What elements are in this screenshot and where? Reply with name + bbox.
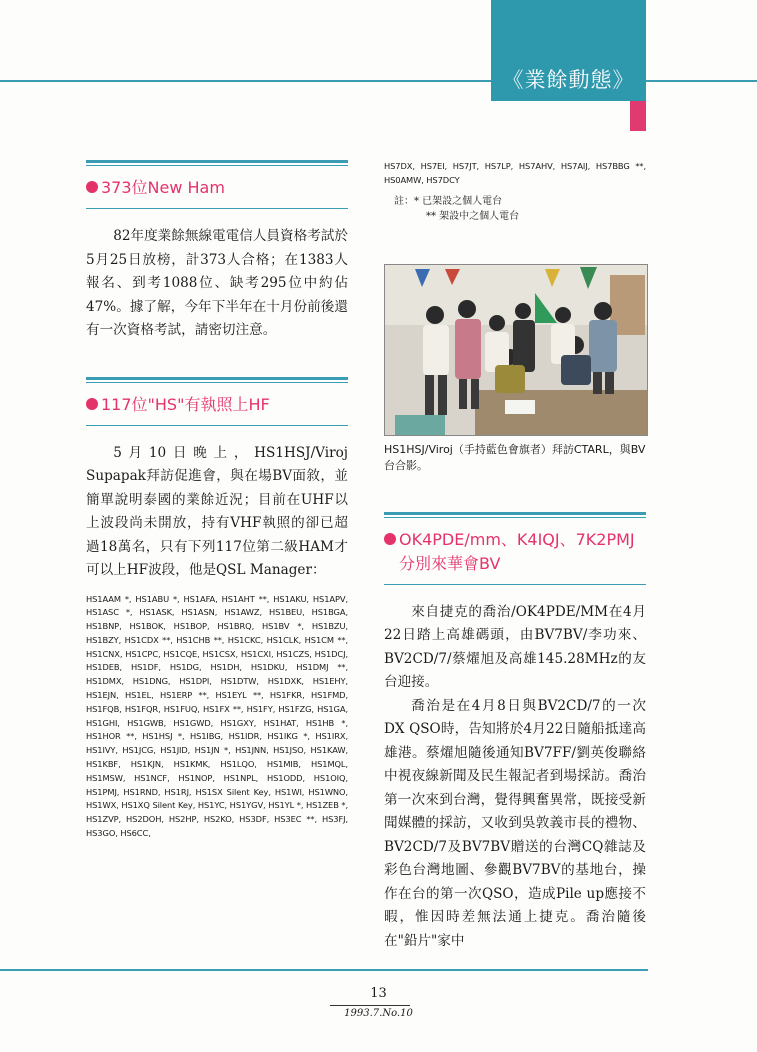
note-line-1: 註：* 已架設之個人電台 xyxy=(394,195,503,207)
bullet-dot-icon xyxy=(86,398,98,410)
article2-top-rule xyxy=(86,377,348,383)
bullet-dot-icon xyxy=(86,181,98,193)
article1-title-text: 373位New Ham xyxy=(101,178,225,197)
callsign-note xyxy=(384,194,646,224)
article3-title-text: OK4PDE/mm、K4IQJ、7K2PMJ 分別來華會BV xyxy=(399,529,635,573)
page-number: 13 xyxy=(370,986,387,1001)
right-column xyxy=(384,160,646,953)
photo-caption: HS1HSJ/Viroj（手持藍色會旗者）拜訪CTARL，與BV台合影。 xyxy=(384,442,646,472)
callsign-list-continued: HS7DX, HS7EI, HS7JT, HS7LP, HS7AHV, HS7AIJ, HS7BBG **, HS0AMW, HS7DCY xyxy=(384,161,646,185)
group-photo-illustration xyxy=(385,265,647,435)
article1-body: 82年度業餘無線電電信人員資格考試於5月25日放榜，計373人合格；在1383人報名、到考1088位、缺考295位中約佔47%。據了解，今年下半年在十月份前後還有一次資格考試，請密切注意。 xyxy=(86,228,348,338)
article1-top-rule xyxy=(86,160,348,166)
article3-top-rule xyxy=(384,512,646,518)
callsign-list: HS1AAM *, HS1ABU *, HS1AFA, HS1AHT **, HS1AKU, HS1APV, HS1ASC *, HS1ASK, HS1ASN, HS1AWZ, HS1BEU, HS1BGA, HS1BNP, HS1BOK, HS1BOP, HS1BRQ, HS1BV *, HS1BZU, HS1BZY, HS1CDX **, HS1CHB **, HS1CKC, HS1CLK, HS1CM **, HS1CNX, HS1CPC, HS1CQE, HS1CSX, HS1CXI, HS1CZS, HS1DCJ, HS1DEB, HS1DF, HS1DG, HS1DH, HS1DKU, HS1DMJ **, HS1DMX, HS1DNG, HS1DPI, HS1DTW, HS1DXK, HS1EHY, HS1EJN, HS1EL, HS1ERP **, HS1EYL **, HS1FKR, HS1FMD, HS1FQB, HS1FQR, HS1FUQ, HS1FX **, HS1FY, HS1FZG, HS1GA, HS1GHI, HS1GWB, HS1GWD, HS1GXY, HS1HAT, HS1HB *, HS1HOR **, HS1HSJ *, HS1IBG, HS1IDR, HS1IKG *, HS1IRX, HS1IVY, HS1JCG, HS1JID, HS1JN *, HS1JNN, HS1JSO, HS1KAW, HS1KBF, HS1KJN, HS1KMK, HS1LQO, HS1MIB, HS1MQL, HS1MSW, HS1NCF, HS1NOP, HS1NPL, HS1ODD, HS1OIQ, HS1PMJ, HS1RND, HS1RJ, HS1SX Silent Key, HS1WI, HS1WNO, HS1WX, HS1XQ Silent Key, HS1YC, HS1YGV, HS1YL *, HS1ZEB *, HS1ZVP, HS2DOH, HS2HP, HS2KO, HS3DF, HS3EC **, HS3FJ, HS3GO, HS6CC, xyxy=(86,593,348,839)
article3-title-rule xyxy=(384,584,646,585)
article3-title xyxy=(384,528,646,576)
article1-title-rule xyxy=(86,208,348,209)
article3-para1: 來自捷克的喬治/OK4PDE/MM在4月22日踏上高雄碼頭，由BV7BV/李功來、BV2CD/7/蔡燿旭及高雄145.28MHz的友台迎接。 xyxy=(384,603,646,691)
page-number-rule xyxy=(330,1005,410,1006)
article2-title-text: 117位"HS"有執照上HF xyxy=(101,394,270,414)
article2-body: 5月10日晚上，HS1HSJ/Viroj Supapak拜訪促進會，與在場BV面敘，並簡單說明泰國的業餘近況；目前在UHF以上波段尚未開放，持有VHF執照的卻已超過18萬名，只有下列117位第二級HAM才可以上HF波段，他是QSL Manager： xyxy=(86,444,348,578)
header-accent-bar xyxy=(630,101,646,131)
group-photo xyxy=(384,264,648,436)
article3-para2: 喬治是在4月8日與BV2CD/7的一次DX QSO時，告知將於4月22日隨船抵達高雄港。蔡燿旭隨後通知BV7FF/劉英俊聯絡中視夜線新聞及民生報記者到場採訪。喬治第一次來到台灣，覺得興奮異常，既接受新聞媒體的採訪，又收到吳敦義市長的禮物、BV2CD/7及BV7BV贈送的台灣CQ雜誌及彩色台灣地圖、參觀BV7BV的基地台，操作在台的第一次QSO，造成Pile up應接不暇，惟因時差無法通上捷克。喬治隨後在"鉛片"家中 xyxy=(384,697,646,949)
issue-label: 1993.7.No.10 xyxy=(344,1008,413,1019)
footer-rule xyxy=(0,969,648,971)
bullet-dot-icon xyxy=(384,533,396,545)
section-tag: 《業餘動態》 xyxy=(502,68,635,92)
note-line-2: ** 架設中之個人電台 xyxy=(426,210,520,222)
article2-title-rule xyxy=(86,425,348,426)
article1-title xyxy=(86,176,348,200)
left-column xyxy=(86,160,348,841)
article2-title xyxy=(86,393,348,417)
